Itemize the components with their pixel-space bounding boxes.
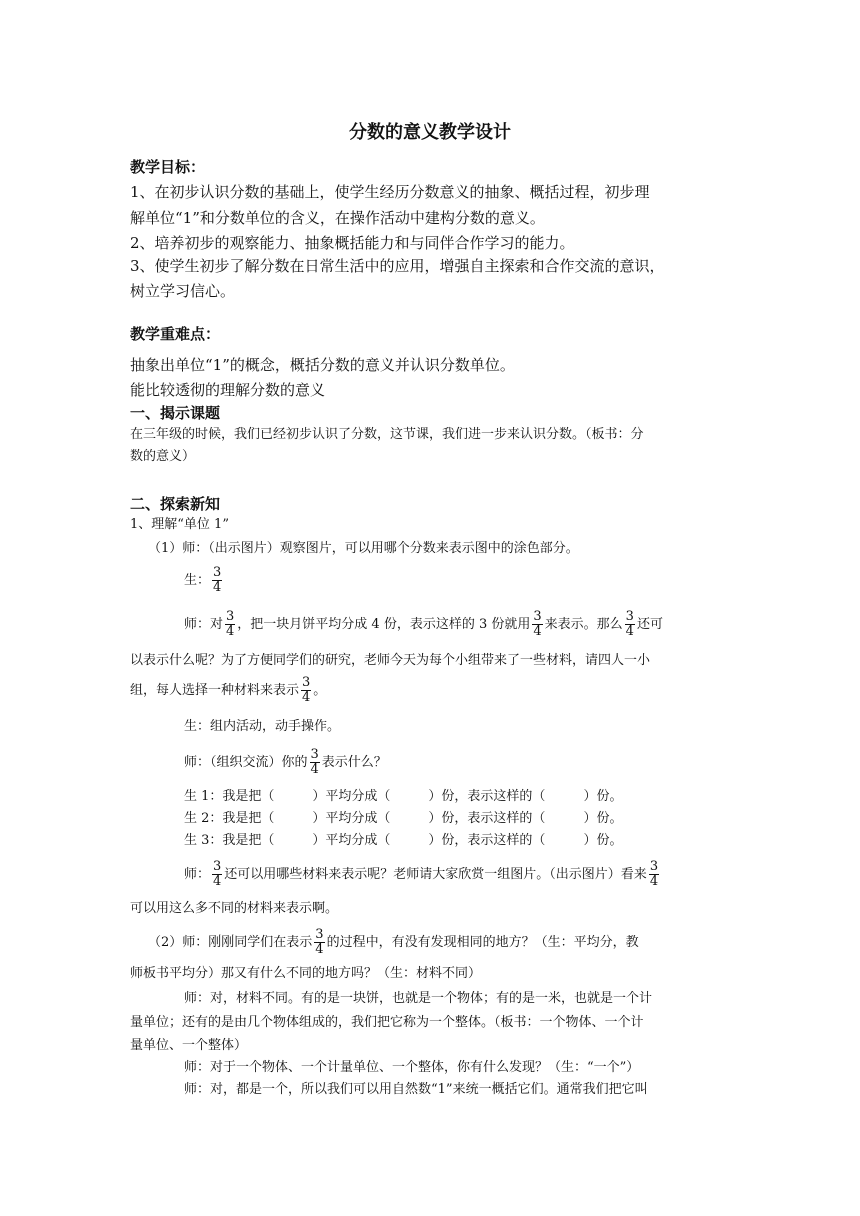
subsection-1-title: 1、理解“单位 1” (130, 517, 229, 532)
fraction-three-quarters: $\frac{3}{4}$ (649, 859, 659, 889)
fraction-three-quarters: $\frac{3}{4}$ (533, 609, 542, 639)
paragraph-2: （2）师：刚刚同学们在表示 $\frac{3}{4}$ 的过程中，有没有发现相同的地方？（生：平均分，教 (148, 927, 639, 957)
fraction-three-quarters: $\frac{3}{4}$ (213, 859, 222, 889)
key-point-1: 抽象出单位“1”的概念，概括分数的意义并认识分数单位。 (130, 356, 515, 374)
paragraph-2-cont: 师板书平均分）那又有什么不同的地方吗？（生：材料不同） (130, 966, 482, 981)
teacher-line-6: 师：对，都是一个，所以我们可以用自然数“1”来统一概括它们。通常我们把它叫 (184, 1082, 648, 1097)
goals-heading: 教学目标： (130, 158, 206, 176)
fraction-three-quarters: $\frac{3}{4}$ (625, 609, 634, 639)
teacher-line-5: 师：对于一个物体、一个计量单位、一个整体，你有什么发现？（生：“一个”） (184, 1060, 640, 1075)
fraction-three-quarters: $\frac{3}{4}$ (315, 927, 324, 957)
key-points-heading: 教学重难点： (130, 325, 221, 343)
goal-3-line-b: 树立学习信心。 (130, 282, 236, 300)
goal-1-line-a: 1、在初步认识分数的基础上，使学生经历分数意义的抽象、概括过程，初步理 (130, 183, 650, 201)
teacher-line-1-end: 组，每人选择一种材料来表示 $\frac{3}{4}$ 。 (130, 675, 327, 705)
teacher-line-4-c: 量单位、一个整体） (130, 1038, 248, 1053)
fraction-three-quarters: $\frac{3}{4}$ (302, 675, 311, 705)
goal-3-line-a: 3、使学生初步了解分数在日常生活中的应用，增强自主探索和合作交流的意识， (130, 257, 665, 275)
student-label: 生： (184, 573, 211, 588)
student-answer-1 (184, 562, 224, 600)
key-point-2: 能比较透彻的理解分数的意义 (130, 381, 326, 399)
paragraph-1: （1）师：（出示图片）观察图片，可以用哪个分数来表示图中的涂色部分。 (148, 541, 579, 556)
teacher-line-3: 师： $\frac{3}{4}$ 还可以用哪些材料来表示呢？老师请大家欣赏一组图片。（出示图片）看来 $\frac{3}{4}$ (184, 859, 659, 889)
section-1-text-b: 数的意义） (130, 449, 196, 464)
goal-2: 2、培养初步的观察能力、抽象概括能力和与同伴合作学习的能力。 (130, 234, 575, 252)
teacher-line-2: 师：（组织交流）你的 $\frac{3}{4}$ 表示什么？ (184, 747, 387, 777)
teacher-line-1-cont: 以表示什么呢？为了方便同学们的研究，老师今天为每个小组带来了一些材料，请四人一小 (130, 653, 651, 668)
teacher-line-4-b: 量单位；还有的是由几个物体组成的，我们把它称为一个整体。（板书：一个物体、一个计 (130, 1015, 644, 1030)
fraction-three-quarters: $\frac{3}{4}$ (226, 609, 235, 639)
teacher-line-3-cont: 可以用这么多不同的材料来表示啊。 (130, 901, 339, 916)
student-2-response: 生 2：我是把（ ）平均分成（ ）份，表示这样的（ ）份。 (184, 811, 623, 826)
teacher-line-1: 师：对 $\frac{3}{4}$ ，把一块月饼平均分成 4 份，表示这样的 3 份就用 $\frac{3}{4}$ 来表示。那么 $\frac{3}{4}$ 还可 (184, 609, 663, 639)
section-2-heading: 二、探索新知 (130, 495, 221, 513)
fraction-three-quarters: $\frac{3}{4}$ (310, 747, 319, 777)
fraction-three-quarters: $\frac{3}{4}$ (213, 565, 222, 595)
teacher-line-4-a: 师：对，材料不同。有的是一块饼，也就是一个物体；有的是一米，也就是一个计 (184, 991, 653, 1006)
goal-1-line-b: 解单位“1”和分数单位的含义，在操作活动中建构分数的意义。 (130, 209, 545, 227)
page-title: 分数的意义教学设计 (349, 122, 511, 143)
section-1-heading: 一、揭示课题 (130, 404, 221, 422)
student-1-response: 生 1：我是把（ ）平均分成（ ）份，表示这样的（ ）份。 (184, 789, 623, 804)
section-1-text-a: 在三年级的时候，我们已经初步认识了分数，这节课，我们进一步来认识分数。（板书：分 (130, 427, 644, 442)
student-3-response: 生 3：我是把（ ）平均分成（ ）份，表示这样的（ ）份。 (184, 833, 623, 848)
student-answer-2: 生：组内活动，动手操作。 (184, 719, 341, 734)
